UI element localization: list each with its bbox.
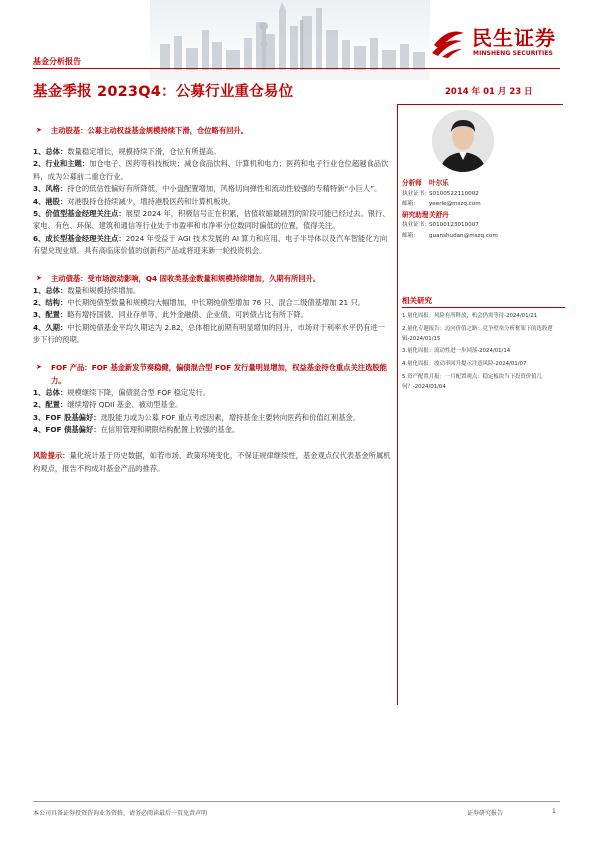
section-heading-fof: ➤ FOF 产品：FOF 基金新发节奏稳健，偏债混合型 FOF 发行量明显增加，权益基金持仓重点关注选股能力。 [36,362,387,385]
footer-disclaimer: 本公司具备证券投资咨询业务资格，请务必阅读最后一页免责声明 [33,810,208,817]
section-heading-equity: ➤ 主动股基：公募主动权益基金规模持续下滑，仓位略有回升。 [36,126,249,135]
related-research [402,295,565,396]
page-number: 1 [552,808,556,815]
arrow-bullet-icon: ➤ [36,362,42,371]
list-item: 1、总体：数量和规模持续增加。 [33,285,141,295]
analyst-name-row: 分析师 叶尔乐 [402,179,449,187]
report-date: 2014 年 01 月 23 日 [445,87,533,97]
list-item: 2、行业和主题：加仓电子、医药等科技板块；减仓食品饮料、计算机和电力；医药和电子行业仓位超越食品饮料，成为公募前二重仓行业。 [33,159,389,181]
risk-warning [33,450,391,475]
assistant-email-row: 邮箱： guanshudan@mszq.com [402,232,498,239]
list-item: 2、配置：继续增持 QDII 基金、被动型基金。 [33,400,183,410]
arrow-bullet-icon: ➤ [36,126,42,134]
analyst-email-row: 邮箱： yeerle@mszq.com [402,201,481,207]
column-divider [397,104,398,705]
list-item: 6、成长型基金经理关注点：2024 年受益于 AGI 技术发展的 AI 算力和应用、电子半导体以及汽车智能化方向有望兑现业绩。具有高临床价值的创新药产品或将迎来新一轮投资机会。 [33,233,388,256]
header-divider [33,68,560,69]
list-item: 1、总体：数量稳定增长，规模持续下滑，仓位有所提高。 [33,147,221,156]
report-category: 基金分析报告 [33,57,81,66]
report-title: 基金季报 2023Q4：公募行业重仓易位 [33,84,294,100]
minsheng-logo-mark-icon [430,23,466,59]
arrow-bullet-icon: ➤ [36,273,42,282]
report-header [0,0,595,104]
footer-divider [33,801,560,802]
list-item: 2、结构：中长期纯债型数量和规模均大幅增加，中长期纯债型增加 76 只、混合二级债基增加 21 只。 [33,298,366,308]
analyst-cert-row: 执业证书：S0100522110002 [402,190,479,197]
related-link[interactable]: 1.量化周报：风险有所释放，机会仍需等待-2024/01/21 [402,313,538,319]
list-item: 4、久期：中长期纯债基金平均久期达为 2.82，总体相比前期有明显增加的回升，市场对于利率水平仍有进一步下行的预期。 [33,322,386,345]
section-heading-bond: ➤ 主动债基：受市场波动影响，Q4 固收类基金数量和规模持续增加，久期有所回升。 [36,273,321,283]
logo-text-en: MINSHENG SECURITIES [473,50,553,57]
list-item: 3、FOF 股基偏好：选股能力或为公募 FOF 重点考虑因素，增持基金主要转向医药和价值红利基金。 [33,412,361,422]
summary-column [33,124,391,475]
sidebar-top-rule [397,104,563,105]
related-link[interactable]: 4.量化周报：波动率回升提示注意风险-2024/01/07 [402,361,527,368]
related-link[interactable]: 2.量化专题报告：迈向价值之路：竞争壁垒分析框架下的选股逻辑-2024/01/15 [402,325,553,342]
logo-text-cn: 民生证券 [472,26,556,50]
risk-warning-label: 风险提示： [33,451,70,461]
footer-report-type: 证券研究报告 [467,810,504,817]
minsheng-logo [430,22,580,64]
list-item: 3、配置：略有增持国债、同业存单等，此外金融债、企业债、可转债占比有所下降。 [33,310,309,320]
assistant-cert-row: 执业证书：S0100123010007 [402,222,479,228]
related-research-title: 相关研究 [402,296,432,305]
analyst-photo [432,110,494,172]
list-item: 4、港股：对港股持仓持续减少，增持港股医药和计算机板块。 [33,196,236,206]
related-research-rule [402,307,565,308]
related-link[interactable]: 5.资产配置月报：一月配置观点：稳定板块当下投资价值几何？-2024/01/04 [402,373,542,390]
risk-warning-text: 量化统计基于历史数据，如若市场、政策环境变化，不保证规律继续性，基金观点仅代表基金所属机构观点，报告不构成对基金产品的推荐。 [33,451,391,473]
list-item: 4、FOF 债基偏好：在信用管理和期限结构配置上较强的基金。 [33,424,240,434]
list-item: 3、风格：持仓的低估性偏好有所降低，中小盘配置增加，风格切向弹性和流动性较强的专精特新“小巨人”。 [33,184,382,194]
analyst-info [402,178,565,241]
assistant-name-row: 研究助理关舒丹 [402,210,449,219]
analyst-portrait-icon [432,110,494,172]
list-item: 5、价值型基金经理关注点：展望 2024 年，积极信号正在积累，估值收缩最剧烈的阶段可能已经过去。银行、家电、有色、环保、建筑和通信等行业处于市盈率和市净率分位数同时偏低的位置，值得关注。 [33,209,390,231]
list-item: 1、总体：规模继续下降，偏债混合型 FOF 稳定发行。 [33,387,211,397]
related-link[interactable]: 3.量化周报：流动性进一步回落-2024/01/14 [402,348,511,355]
